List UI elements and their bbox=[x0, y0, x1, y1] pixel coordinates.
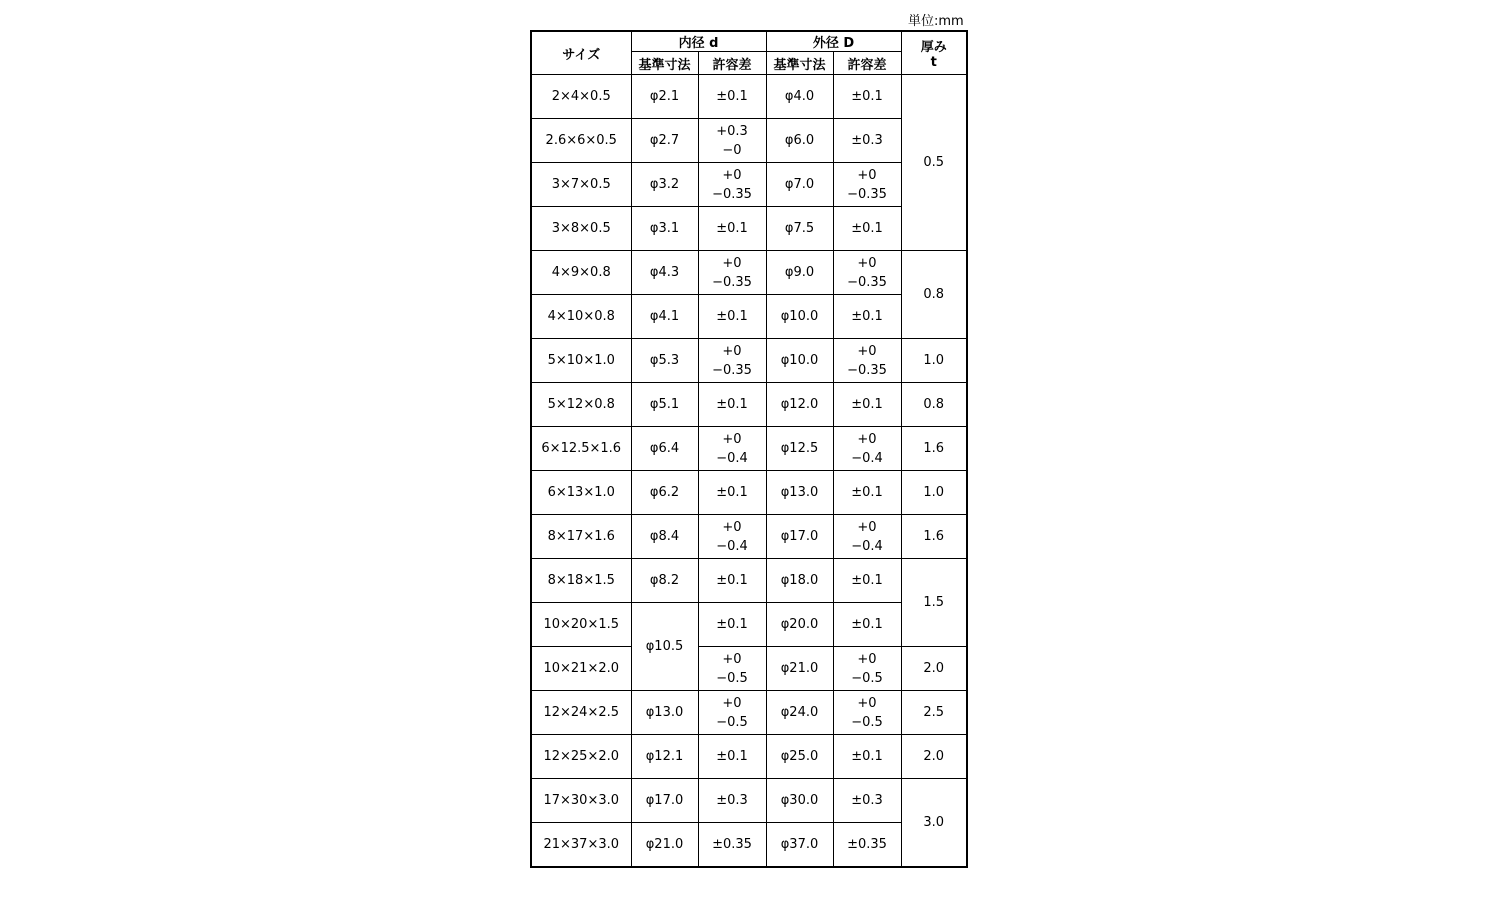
tolerance-value: ±0.35 bbox=[712, 836, 752, 852]
inner-tolerance-cell bbox=[698, 691, 766, 735]
tolerance-value: +0 bbox=[857, 167, 877, 183]
tolerance-value: −0.35 bbox=[712, 186, 752, 202]
tolerance-value: ±0.1 bbox=[716, 397, 748, 412]
header-inner-nominal: 基準寸法 bbox=[631, 52, 698, 75]
thickness-cell: 2.0 bbox=[901, 735, 967, 779]
tolerance-value: ±0.3 bbox=[851, 133, 883, 148]
thickness-cell: 0.8 bbox=[901, 251, 967, 339]
tolerance-value: ±0.1 bbox=[716, 485, 748, 500]
outer-nominal-cell: φ9.0 bbox=[766, 251, 833, 295]
tolerance-value: −0.4 bbox=[851, 538, 883, 554]
table-row bbox=[531, 691, 967, 735]
thickness-cell: 0.8 bbox=[901, 383, 967, 427]
inner-tolerance-cell bbox=[698, 515, 766, 559]
tolerance-value: +0 bbox=[722, 651, 742, 667]
size-cell: 2×4×0.5 bbox=[531, 75, 631, 119]
tolerance-value: +0 bbox=[722, 343, 742, 359]
outer-tolerance-cell bbox=[833, 295, 901, 339]
size-cell: 6×13×1.0 bbox=[531, 471, 631, 515]
tolerance-value: ±0.1 bbox=[851, 573, 883, 588]
tolerance-value: ±0.1 bbox=[716, 749, 748, 764]
inner-tolerance-cell bbox=[698, 383, 766, 427]
size-cell: 8×17×1.6 bbox=[531, 515, 631, 559]
outer-tolerance-cell bbox=[833, 163, 901, 207]
outer-nominal-cell: φ10.0 bbox=[766, 339, 833, 383]
inner-nominal-cell: φ2.1 bbox=[631, 75, 698, 119]
inner-tolerance-cell bbox=[698, 471, 766, 515]
inner-tolerance-cell bbox=[698, 251, 766, 295]
tolerance-value: ±0.1 bbox=[851, 617, 883, 632]
outer-nominal-cell: φ37.0 bbox=[766, 823, 833, 867]
size-cell: 8×18×1.5 bbox=[531, 559, 631, 603]
tolerance-value: ±0.1 bbox=[716, 89, 748, 104]
tolerance-value: −0 bbox=[722, 142, 742, 158]
thickness-cell: 2.5 bbox=[901, 691, 967, 735]
thickness-cell: 1.0 bbox=[901, 471, 967, 515]
header-thickness bbox=[901, 31, 967, 75]
inner-nominal-cell: φ6.4 bbox=[631, 427, 698, 471]
tolerance-value: ±0.1 bbox=[716, 309, 748, 324]
outer-tolerance-cell bbox=[833, 383, 901, 427]
table-row bbox=[531, 735, 967, 779]
size-cell: 6×12.5×1.6 bbox=[531, 427, 631, 471]
thickness-cell: 3.0 bbox=[901, 779, 967, 867]
table-row bbox=[531, 75, 967, 119]
table-row bbox=[531, 471, 967, 515]
inner-tolerance-cell bbox=[698, 207, 766, 251]
inner-tolerance-cell bbox=[698, 75, 766, 119]
size-cell: 21×37×3.0 bbox=[531, 823, 631, 867]
tolerance-value: +0 bbox=[722, 167, 742, 183]
inner-nominal-cell: φ3.1 bbox=[631, 207, 698, 251]
header-outer-diameter: 外径 D bbox=[766, 31, 901, 52]
tolerance-value: +0 bbox=[857, 431, 877, 447]
table-row bbox=[531, 251, 967, 295]
outer-tolerance-cell bbox=[833, 119, 901, 163]
header-outer-tolerance: 許容差 bbox=[833, 52, 901, 75]
inner-nominal-cell: φ4.1 bbox=[631, 295, 698, 339]
tolerance-value: ±0.3 bbox=[716, 793, 748, 808]
tolerance-value: −0.35 bbox=[712, 362, 752, 378]
outer-tolerance-cell bbox=[833, 779, 901, 823]
inner-nominal-cell: φ2.7 bbox=[631, 119, 698, 163]
outer-tolerance-cell bbox=[833, 515, 901, 559]
inner-tolerance-cell bbox=[698, 427, 766, 471]
tolerance-value: −0.4 bbox=[851, 450, 883, 466]
header-outer-nominal: 基準寸法 bbox=[766, 52, 833, 75]
outer-tolerance-cell bbox=[833, 647, 901, 691]
inner-nominal-cell: φ13.0 bbox=[631, 691, 698, 735]
washer-size-table bbox=[530, 30, 968, 868]
outer-tolerance-cell bbox=[833, 603, 901, 647]
outer-tolerance-cell bbox=[833, 823, 901, 867]
tolerance-value: +0 bbox=[857, 651, 877, 667]
thickness-cell: 1.6 bbox=[901, 515, 967, 559]
table-row bbox=[531, 515, 967, 559]
tolerance-value: +0 bbox=[857, 519, 877, 535]
outer-nominal-cell: φ10.0 bbox=[766, 295, 833, 339]
inner-nominal-cell: φ12.1 bbox=[631, 735, 698, 779]
outer-nominal-cell: φ25.0 bbox=[766, 735, 833, 779]
size-cell: 4×10×0.8 bbox=[531, 295, 631, 339]
tolerance-value: −0.5 bbox=[851, 670, 883, 686]
inner-nominal-cell: φ4.3 bbox=[631, 251, 698, 295]
thickness-cell: 0.5 bbox=[901, 75, 967, 251]
tolerance-value: −0.4 bbox=[716, 538, 748, 554]
unit-label: 単位:mm bbox=[908, 14, 964, 29]
table-row bbox=[531, 339, 967, 383]
thickness-cell: 1.5 bbox=[901, 559, 967, 647]
outer-nominal-cell: φ12.5 bbox=[766, 427, 833, 471]
outer-nominal-cell: φ20.0 bbox=[766, 603, 833, 647]
tolerance-value: ±0.3 bbox=[851, 793, 883, 808]
thickness-cell: 1.0 bbox=[901, 339, 967, 383]
tolerance-value: ±0.1 bbox=[716, 573, 748, 588]
thickness-cell: 2.0 bbox=[901, 647, 967, 691]
table-row bbox=[531, 779, 967, 823]
tolerance-value: ±0.1 bbox=[851, 397, 883, 412]
tolerance-value: −0.35 bbox=[847, 274, 887, 290]
table-row bbox=[531, 647, 967, 691]
outer-tolerance-cell bbox=[833, 471, 901, 515]
inner-nominal-cell: φ3.2 bbox=[631, 163, 698, 207]
size-cell: 10×21×2.0 bbox=[531, 647, 631, 691]
size-cell: 17×30×3.0 bbox=[531, 779, 631, 823]
outer-nominal-cell: φ18.0 bbox=[766, 559, 833, 603]
header-thickness-symbol: t bbox=[930, 55, 937, 70]
tolerance-value: +0 bbox=[722, 519, 742, 535]
tolerance-value: −0.5 bbox=[851, 714, 883, 730]
tolerance-value: ±0.1 bbox=[716, 221, 748, 236]
tolerance-value: −0.35 bbox=[847, 186, 887, 202]
tolerance-value: ±0.1 bbox=[716, 617, 748, 632]
table-row bbox=[531, 427, 967, 471]
outer-tolerance-cell bbox=[833, 207, 901, 251]
tolerance-value: −0.35 bbox=[712, 274, 752, 290]
header-thickness-label: 厚み bbox=[920, 40, 947, 55]
inner-tolerance-cell bbox=[698, 559, 766, 603]
inner-nominal-cell: φ17.0 bbox=[631, 779, 698, 823]
size-cell: 3×8×0.5 bbox=[531, 207, 631, 251]
outer-nominal-cell: φ7.5 bbox=[766, 207, 833, 251]
tolerance-value: +0 bbox=[857, 695, 877, 711]
inner-nominal-cell: φ10.5 bbox=[631, 603, 698, 691]
size-cell: 3×7×0.5 bbox=[531, 163, 631, 207]
outer-tolerance-cell bbox=[833, 339, 901, 383]
inner-nominal-cell: φ8.4 bbox=[631, 515, 698, 559]
size-cell: 12×24×2.5 bbox=[531, 691, 631, 735]
tolerance-value: ±0.35 bbox=[847, 836, 887, 852]
outer-nominal-cell: φ13.0 bbox=[766, 471, 833, 515]
inner-tolerance-cell bbox=[698, 735, 766, 779]
thickness-cell: 1.6 bbox=[901, 427, 967, 471]
outer-tolerance-cell bbox=[833, 735, 901, 779]
tolerance-value: ±0.1 bbox=[851, 485, 883, 500]
header-size: サイズ bbox=[531, 31, 631, 75]
tolerance-value: +0 bbox=[722, 255, 742, 271]
inner-tolerance-cell bbox=[698, 647, 766, 691]
inner-tolerance-cell bbox=[698, 823, 766, 867]
outer-tolerance-cell bbox=[833, 691, 901, 735]
inner-tolerance-cell bbox=[698, 339, 766, 383]
outer-tolerance-cell bbox=[833, 75, 901, 119]
tolerance-value: −0.4 bbox=[716, 450, 748, 466]
outer-nominal-cell: φ6.0 bbox=[766, 119, 833, 163]
outer-tolerance-cell bbox=[833, 427, 901, 471]
tolerance-value: +0 bbox=[857, 343, 877, 359]
header-inner-tolerance: 許容差 bbox=[698, 52, 766, 75]
tolerance-value: +0 bbox=[857, 255, 877, 271]
outer-nominal-cell: φ21.0 bbox=[766, 647, 833, 691]
outer-nominal-cell: φ24.0 bbox=[766, 691, 833, 735]
size-cell: 4×9×0.8 bbox=[531, 251, 631, 295]
tolerance-value: −0.5 bbox=[716, 714, 748, 730]
outer-nominal-cell: φ30.0 bbox=[766, 779, 833, 823]
header-inner-diameter: 内径 d bbox=[631, 31, 766, 52]
outer-tolerance-cell bbox=[833, 251, 901, 295]
size-cell: 2.6×6×0.5 bbox=[531, 119, 631, 163]
table-header bbox=[531, 31, 967, 75]
inner-tolerance-cell bbox=[698, 119, 766, 163]
table-row bbox=[531, 383, 967, 427]
inner-tolerance-cell bbox=[698, 603, 766, 647]
outer-nominal-cell: φ7.0 bbox=[766, 163, 833, 207]
tolerance-value: ±0.1 bbox=[851, 221, 883, 236]
outer-nominal-cell: φ12.0 bbox=[766, 383, 833, 427]
tolerance-value: −0.35 bbox=[847, 362, 887, 378]
table-body bbox=[531, 75, 967, 867]
outer-nominal-cell: φ17.0 bbox=[766, 515, 833, 559]
tolerance-value: ±0.1 bbox=[851, 89, 883, 104]
size-cell: 12×25×2.0 bbox=[531, 735, 631, 779]
inner-nominal-cell: φ8.2 bbox=[631, 559, 698, 603]
tolerance-value: +0 bbox=[722, 431, 742, 447]
inner-tolerance-cell bbox=[698, 295, 766, 339]
inner-nominal-cell: φ5.3 bbox=[631, 339, 698, 383]
tolerance-value: +0.3 bbox=[716, 123, 748, 139]
size-cell: 10×20×1.5 bbox=[531, 603, 631, 647]
inner-nominal-cell: φ6.2 bbox=[631, 471, 698, 515]
tolerance-value: −0.5 bbox=[716, 670, 748, 686]
tolerance-value: ±0.1 bbox=[851, 749, 883, 764]
outer-nominal-cell: φ4.0 bbox=[766, 75, 833, 119]
table-row bbox=[531, 559, 967, 603]
inner-nominal-cell: φ5.1 bbox=[631, 383, 698, 427]
inner-tolerance-cell bbox=[698, 163, 766, 207]
outer-tolerance-cell bbox=[833, 559, 901, 603]
tolerance-value: ±0.1 bbox=[851, 309, 883, 324]
inner-tolerance-cell bbox=[698, 779, 766, 823]
size-cell: 5×12×0.8 bbox=[531, 383, 631, 427]
inner-nominal-cell: φ21.0 bbox=[631, 823, 698, 867]
size-cell: 5×10×1.0 bbox=[531, 339, 631, 383]
tolerance-value: +0 bbox=[722, 695, 742, 711]
